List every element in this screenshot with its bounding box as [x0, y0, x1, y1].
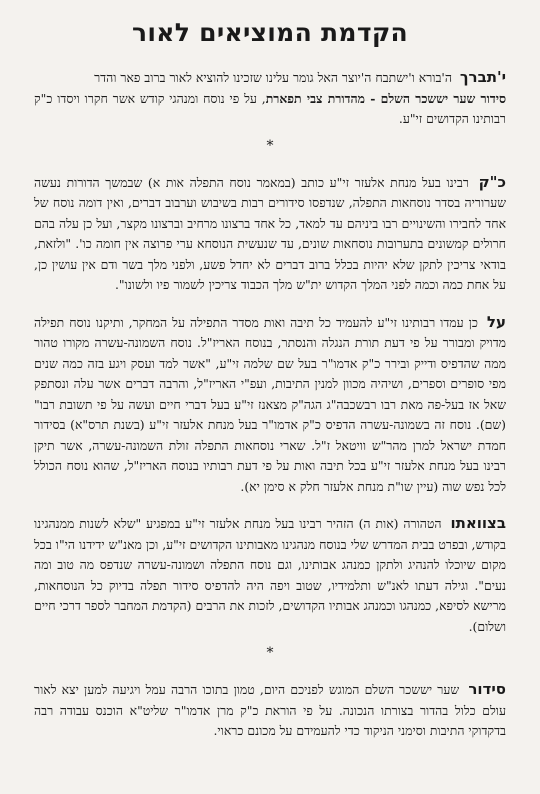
section-divider-star: *	[266, 137, 274, 154]
paragraph-3-lead-word: בצוואתו	[450, 514, 506, 532]
paragraph-3	[34, 513, 506, 637]
section-divider-star-2: *	[266, 645, 274, 661]
intro-separator: -	[365, 90, 381, 106]
paragraph-4-text: שער יששכר השלם המוגש לפניכם היום, טמון בתוכו הרבה עמל ויגיעה למען יצא לאור עולם כלול בהדור בצורתו הנכונה. על פי הוראת כ"ק מרן אדמו"ר שליט"א הוכנס עבודה רבה בדקדוקי התיבות וסימני הניקוד כדי להעמידם על מכונם כראוי.	[34, 682, 506, 738]
intro-text-1: ה'בורא ו'ישתבח ה'יוצר האל גומר עלינו שזכינו להוציא לאור ברוב פאר והדר	[94, 70, 456, 85]
paragraph-4	[34, 679, 506, 742]
paragraph-3-text: הטהורה (אות ה) הזהיר רבינו בעל מנחת אלעזר זי"ע במפגיע "שלא לשנות ממנהגינו בקודש, ובפרט בבית המדרש שלי בנוסח מנהגינו מאבותינו הקדושים זי"ע, וכן מאנ"ש ידידנו הי"ו בכל מקום שיוכלו להנהיג ולתקן כמנהג אבותינו, וגם נוסח התפלה ושמונה-עשרה שנדפס מה טוב ומה נעים". וגילה דעתו לאנ"ש ותלמידיו, שטוב ויפה היה להדפיס סידור תפלה בדיוק כל הנוסחאות, מרישא לסיפא, כמנהגו וכמנהג אבותיו הקדושים, לזכות את הרבים (הקדמת המחבר לספר דרכי חיים ושלום).	[34, 516, 506, 634]
intro-lead-word: י'תברך	[459, 68, 506, 86]
paragraph-2	[34, 312, 506, 498]
intro-paragraph	[34, 67, 506, 130]
intro-siddur-name: סידור שער יששכר השלם	[380, 90, 506, 106]
paragraph-2-lead-word: על	[486, 312, 506, 331]
paragraph-1-text: רבינו בעל מנחת אלעזר זי"ע כותב (במאמר נוסח התפלה אות א) שבמשך הדורות נעשה שערוריה בסדר נוסחאות התפלה, שנדפסו סידורים רבות בשיבוש וערבוב דברים, ואין דומה נוסח של אחד לחבירו והשינויים רבו ביניהם עד למאד, כל אחד ברצונו מרחיב וברצונו מקצר, ועל כן עלה בהם חרולים קמשונים בתערובות נוסחאות שונים, עד שנעשית הנוסחא ערי פרוצה אין חומה כו'. "ולזאת, בודאי צריכין לתקן שלא יהיות בכלל ברוב דברים לא יחדל פשע, ולפני מלך בשר ודם אין עושין כן, על אחת כמה וכמה לפני המלך הקדוש ית"ש מלך הכבוד צריכין לשמור פיו ולשונו".	[34, 174, 506, 292]
intro-edition-name: מהדורת צבי תפארת	[265, 90, 365, 106]
intro-text-2: , על פי נוסח ומנהגי קודש אשר חקרו ויסדו כ"ק רבותינו הקדושים זי"ע.	[34, 90, 506, 126]
paragraph-1	[34, 172, 506, 296]
paragraph-4-lead-word: סידור	[468, 680, 506, 698]
paragraph-2-text: כן עמדו רבותינו זי"ע להעמיד כל תיבה ואות מסדר התפילה על המחקר, ותיקנו נוסח תפילה מדויק ומבורר על פי דעת תורת הנגלה והנסתר, בנוסח האריז"ל. נוסח השמונה-עשרה מקורו טהור ממה שהדפיס ודייק ובירר כ"ק אדמו"ר בעל שם שלמה זי"ע, "אשר למד ועסק ויגע בזה כמה שנים מפי סופרים וספרים, ושיהיה מכוון למנין התיבות, ועפ"י האריז"ל, והרבה דברים אשר עלה ונסתפק שאל אז בעל-פה מאת רבו רבשכבה"ג הגה"ק מצאנז זי"ע בעל דברי חיים ועשה על פי תשובת רבו" (שם). נוסח זה בשמונה-עשרה הדפיס כ"ק אדמו"ר בעל מנחת אלעזר זי"ע (בשנת תרס"א) בסידור חמדת ישראל למרן מהר"ש וויטאל ז"ל. שארי נוסחאות התפלה זולת השמונה-עשרה, אשר תיקן רבינו בעל מנחת אלעזר זי"ע בכל תיבה ואות על פי דעת רבותיו בנוסח האריז"ל, שהוא נוסח הכולל לכל נפש שוה (עיין שו"ת מנחת אלעזר חלק א סימן יא).	[34, 314, 506, 494]
page-title: הקדמת המוציאים לאור	[131, 18, 408, 47]
paragraph-1-lead-word: כ"ק	[478, 172, 506, 191]
